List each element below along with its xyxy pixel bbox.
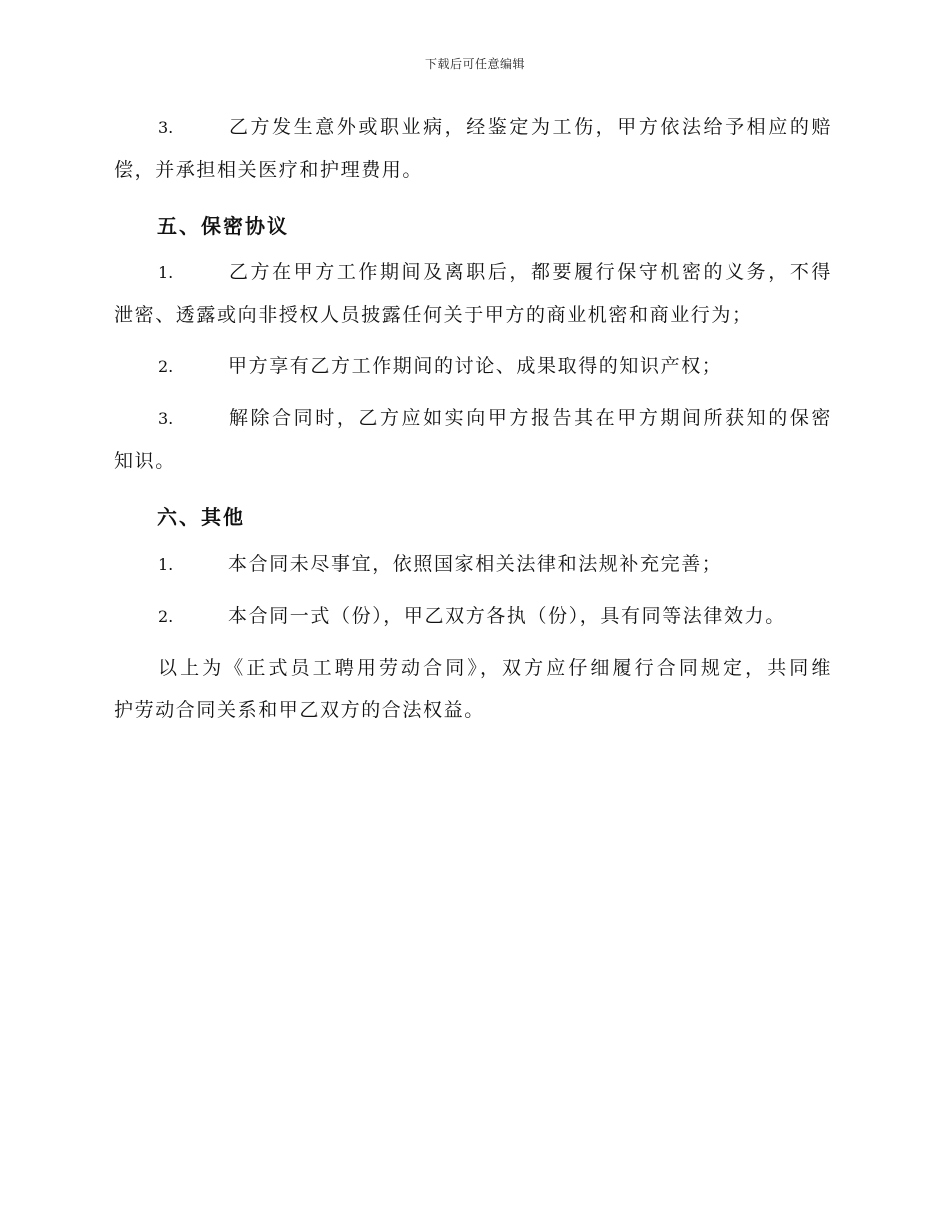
- closing-line: 以上为《正式员工聘用劳动合同》，双方应仔细履行合同规定，共同维: [158, 657, 832, 679]
- list-item-number: 2.: [158, 357, 174, 376]
- section-heading-other: 六、其他: [157, 505, 245, 529]
- section-heading-confidentiality: 五、保密协议: [157, 214, 289, 238]
- list-item-line: [114, 251, 832, 294]
- list-item-section6-2: [114, 595, 832, 638]
- list-item-number: 1.: [158, 263, 174, 282]
- list-item-number: 2.: [158, 607, 174, 626]
- list-item-text: 乙方在甲方工作期间及离职后，都要履行保守机密的义务，不得: [228, 261, 832, 283]
- list-item-text: 甲方享有乙方工作期间的讨论、成果取得的知识产权；: [228, 355, 723, 377]
- closing-continuation: 护劳动合同关系和甲乙双方的合法权益。: [114, 699, 485, 721]
- list-item-line: [114, 397, 832, 440]
- list-item-section6-1: [114, 543, 832, 586]
- page-header: 下载后可任意编辑: [424, 57, 525, 71]
- list-item-text: 本合同未尽事宜，依照国家相关法律和法规补充完善；: [228, 553, 723, 575]
- list-item-line: [114, 106, 832, 149]
- list-item-section5-1: [114, 251, 832, 336]
- list-item-section5-2: [114, 345, 832, 388]
- list-item-line: [114, 543, 832, 586]
- list-item-continuation: 偿，并承担相关医疗和护理费用。: [114, 159, 424, 181]
- list-item-continuation: 知识。: [114, 450, 176, 472]
- list-item-number: 1.: [158, 555, 174, 574]
- list-item-number: 3.: [158, 118, 174, 137]
- list-item-text: 乙方发生意外或职业病，经鉴定为工伤，甲方依法给予相应的赔: [228, 116, 832, 138]
- list-item-section4-3: [114, 106, 832, 191]
- list-item-continuation: 泄密、透露或向非授权人员披露任何关于甲方的商业机密和商业行为；: [114, 304, 753, 326]
- list-item-line: [114, 345, 832, 388]
- list-item-section5-3: [114, 397, 832, 482]
- list-item-text: 解除合同时，乙方应如实向甲方报告其在甲方期间所获知的保密: [228, 407, 832, 429]
- list-item-number: 3.: [158, 409, 174, 428]
- list-item-line: [114, 595, 832, 638]
- list-item-text: 本合同一式（份），甲乙双方各执（份），具有同等法律效力。: [228, 605, 786, 627]
- closing-paragraph: [114, 647, 832, 731]
